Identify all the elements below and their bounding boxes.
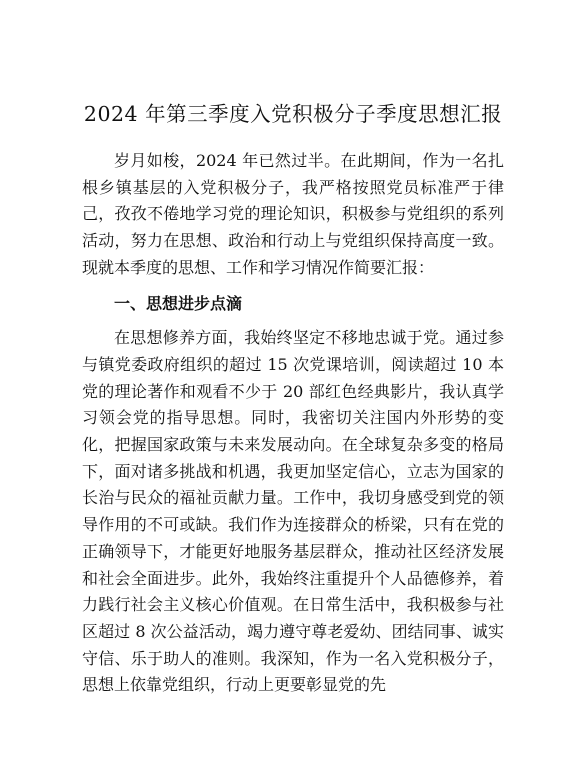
section-heading: 一、思想进步点滴 — [114, 293, 243, 313]
document-title: 2024 年第三季度入党积极分子季度思想汇报 — [83, 102, 503, 126]
intro-paragraph: 岁月如梭，2024 年已然过半。在此期间，作为一名扎根乡镇基层的入党积极分子，我严格按照党员标准严于律己，孜孜不倦地学习党的理论知识，积极参与党组织的系列活动，努力在思想、政治和行动上与党组织保持高度一致。现就本季度的思想、工作和学习情况作简要汇报： — [82, 151, 504, 277]
section-body-paragraph: 在思想修养方面，我始终坚定不移地忠诚于党。通过参与镇党委政府组织的超过 15 次党课培训，阅读超过 10 本党的理论著作和观看不少于 20 部红色经典影片，我认真学习领会党的指导思想。同时，我密切关注国内外形势的变化，把握国家政策与未来发展动向。在全球复杂多变的格局下，面对诸多挑战和机遇，我更加坚定信心，立志为国家的长治与民众的福祉贡献力量。工作中，我切身感受到党的领导作用的不可或缺。我们作为连接群众的桥梁，只有在党的正确领导下，才能更好地服务基层群众，推动社区经济发展和社会全面进步。此外，我始终注重提升个人品德修养，着力践行社会主义核心价值观。在日常生活中，我积极参与社区超过 8 次公益活动，竭力遵守尊老爱幼、团结同事、诚实守信、乐于助人的准则。我深知，作为一名入党积极分子，思想上依靠党组织，行动上更要彰显党的先 — [82, 328, 504, 695]
